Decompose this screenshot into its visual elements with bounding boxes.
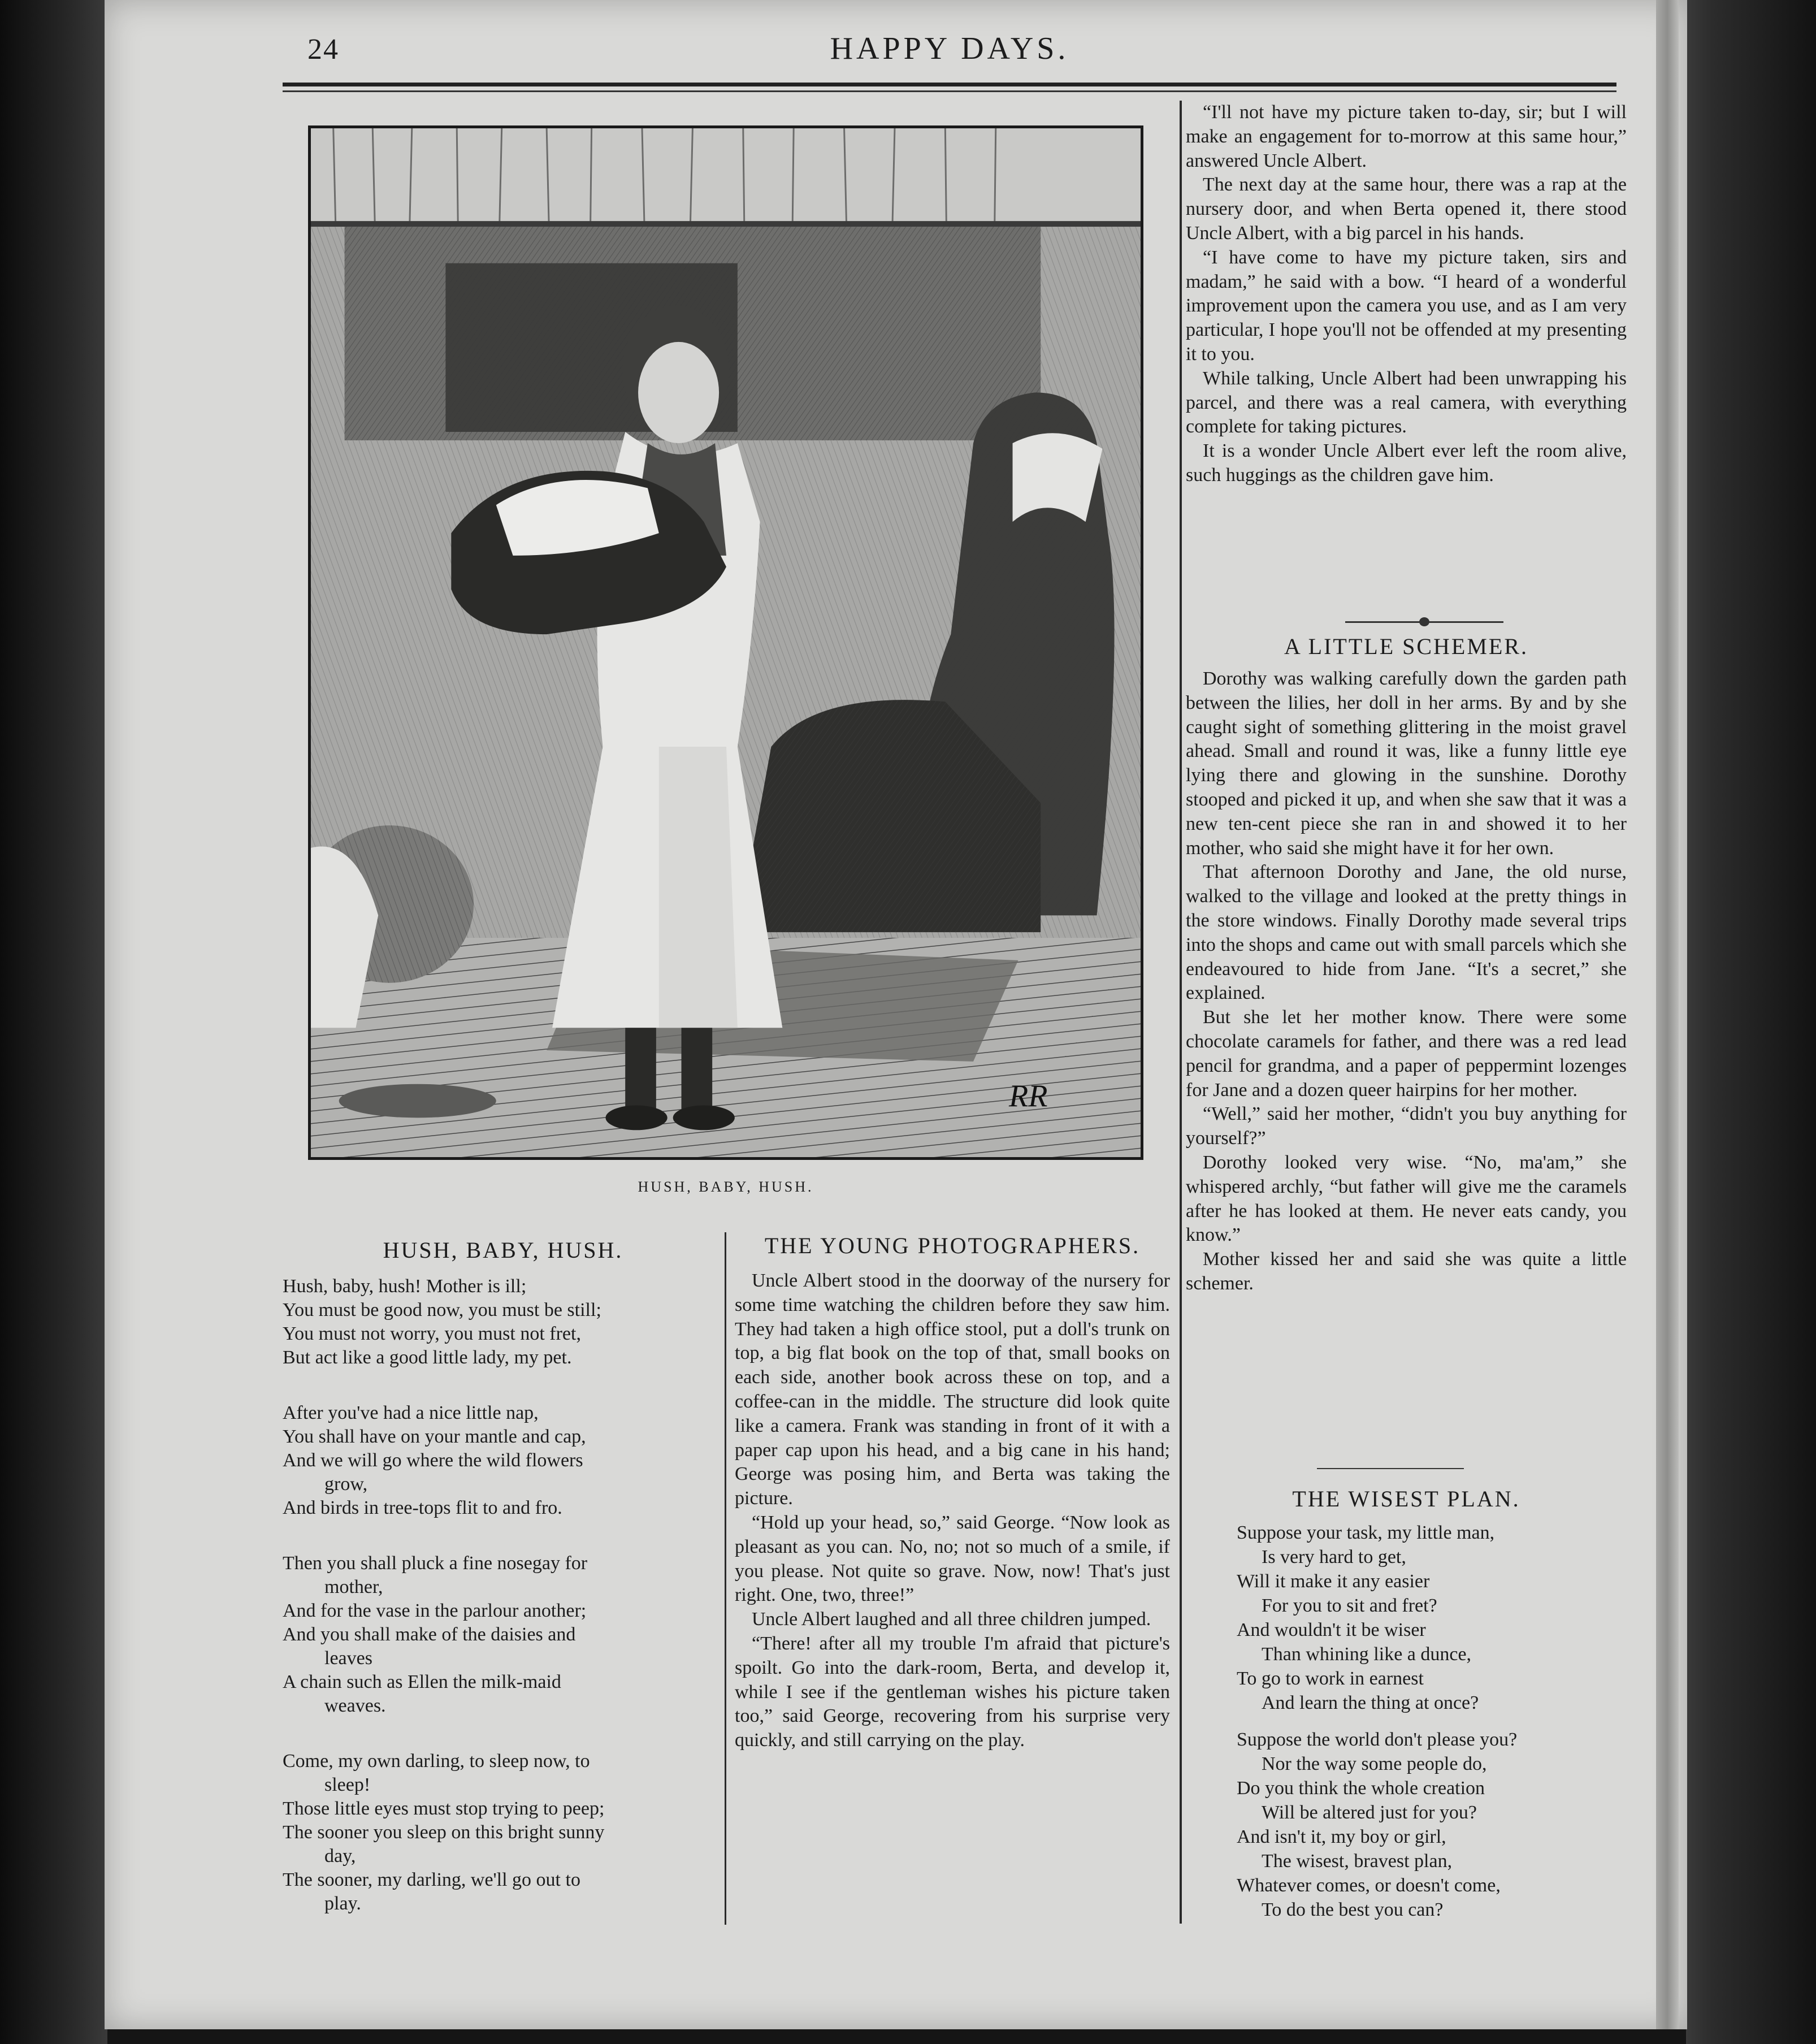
poem-line: Hush, baby, hush! Mother is ill; (283, 1276, 527, 1297)
poem-line: Then you shall pluck a fine nosegay for (283, 1553, 588, 1574)
illustration-caption: HUSH, BABY, HUSH. (638, 1179, 814, 1195)
poem-stanza (1237, 1521, 1621, 1715)
poem-stanza (283, 1401, 723, 1520)
poem-stanza (283, 1749, 723, 1916)
poem-line: To go to work in earnest (1237, 1668, 1424, 1689)
poem-line: To do the best you can? (1262, 1899, 1444, 1920)
poem-line: grow, (324, 1474, 368, 1495)
young-photographers-story (735, 1269, 1170, 1753)
section-ornament (1345, 616, 1503, 627)
section-ornament-2 (1317, 1463, 1464, 1474)
poem-line: day, (324, 1846, 356, 1867)
story-paragraph: It is a wonder Uncle Albert ever left the room alive, such huggings as the children gave him. (1186, 440, 1627, 486)
poem-line: And birds in tree-tops flit to and fro. (283, 1497, 562, 1518)
poem-line: Will be altered just for you? (1262, 1802, 1477, 1823)
young-photographers-continued (1186, 101, 1627, 488)
page-edge (1656, 0, 1679, 2029)
story-paragraph: “I'll not have my picture taken to-day, sir; but I will make an engagement for to-morrow at this same hour,” answered Uncle Albert. (1186, 102, 1627, 171)
story-paragraph: But she let her mother know. There were some chocolate caramels for father, and there was a red lead pencil for grandma, and a paper of peppermint lozenges for Jane and a dozen queer hairpins for her mother. (1186, 1007, 1627, 1101)
poem-line: sleep! (324, 1774, 371, 1795)
poem-line: Will it make it any easier (1237, 1571, 1430, 1592)
poem-line: Whatever comes, or doesn't come, (1237, 1875, 1501, 1896)
poem-line: play. (324, 1893, 361, 1914)
scanner-border-right (1686, 0, 1816, 2044)
page-number: 24 (307, 33, 339, 66)
engraving-illustration (308, 125, 1143, 1160)
story-paragraph: “Well,” said her mother, “didn't you buy anything for yourself?” (1186, 1103, 1627, 1149)
poem-line: Suppose the world don't please you? (1237, 1729, 1518, 1750)
poem-stanza (1237, 1727, 1621, 1922)
poem-stanza (283, 1552, 723, 1718)
story-paragraph: “There! after all my trouble I'm afraid that picture's spoilt. Go into the dark-room, Berta, and develop it, while I see if the gentleman wishes his picture taken too,” said George, recovering from his surprise very quickly, and still carrying on the play. (735, 1632, 1170, 1751)
story-paragraph: While talking, Uncle Albert had been unwrapping his parcel, and there was a real camera, with everything complete for taking pictures. (1186, 367, 1627, 438)
poem-line: weaves. (324, 1695, 386, 1716)
story-paragraph: Uncle Albert stood in the doorway of the nursery for some time watching the children before they saw him. They had taken a high office stool, put a doll's trunk on top, a big flat book on the top of that, small books on each side, another book across these on top, and a coffee-can in the middle. The structure did look quite like a camera. Frank was standing in front of it with a paper cap upon his head, and a big cane in his hand; George was posing him, and Berta was taking the picture. (735, 1270, 1170, 1509)
story-paragraph: “I have come to have my picture taken, sirs and madam,” he said with a bow. “I heard of a wonderful improvement upon the camera you use, and as I am very particular, I hope you'll not be offended at my presenting it to you. (1186, 246, 1627, 365)
header-rule (283, 83, 1616, 86)
story-paragraph: The next day at the same hour, there was a rap at the nursery door, and when Berta opened it, there stood Uncle Albert, with a big parcel in his hands. (1186, 174, 1627, 244)
poem-line: But act like a good little lady, my pet. (283, 1347, 572, 1368)
poem-stanza (283, 1275, 723, 1370)
column-divider-right (1180, 101, 1182, 1924)
story-paragraph: Mother kissed her and said she was quite a little schemer. (1186, 1249, 1627, 1294)
poem-line: Come, my own darling, to sleep now, to (283, 1751, 590, 1772)
poem-line: The sooner you sleep on this bright sunny (283, 1822, 605, 1843)
scanner-border-left (0, 0, 107, 2044)
poem-line: And wouldn't it be wiser (1237, 1619, 1426, 1640)
poem-line: leaves (324, 1648, 372, 1669)
poem-line: And isn't it, my boy or girl, (1237, 1826, 1446, 1847)
poem-line: And for the vase in the parlour another; (283, 1600, 587, 1621)
column-divider-bottom (725, 1232, 726, 1925)
wisest-plan-title: THE WISEST PLAN. (1292, 1486, 1520, 1512)
artist-monogram: RR (1009, 1079, 1048, 1114)
hush-poem (283, 1275, 723, 1947)
poem-line: And we will go where the wild flowers (283, 1450, 583, 1471)
poem-line: For you to sit and fret? (1262, 1595, 1437, 1616)
wisest-plan-poem (1237, 1521, 1621, 1934)
poem-line: And learn the thing at once? (1262, 1692, 1479, 1713)
story-paragraph: That afternoon Dorothy and Jane, the old nurse, walked to the village and looked at the pretty things in the store windows. Finally Dorothy made several trips into the shops and came out with small parcels which she endeavoured to hide from Jane. “It's a secret,” she explained. (1186, 861, 1627, 1004)
poem-line: The sooner, my darling, we'll go out to (283, 1869, 580, 1890)
poem-line: Than whining like a dunce, (1262, 1644, 1472, 1665)
poem-line: You must not worry, you must not fret, (283, 1323, 581, 1344)
poem-line: Suppose your task, my little man, (1237, 1522, 1495, 1543)
poem-line: You shall have on your mantle and cap, (283, 1426, 586, 1447)
hush-poem-title: HUSH, BABY, HUSH. (383, 1237, 623, 1263)
story-paragraph: Dorothy was walking carefully down the garden path between the lilies, her doll in her arms. By and by she caught sight of something glittering in the moist gravel ahead. Small and round it was, like a funny little eye lying there and glowing in the sunshine. Dorothy stooped and picked it up, and when she saw that it was a new ten-cent piece she ran in and showed it to her mother, who said she might have it for her own. (1186, 668, 1627, 859)
poem-line: Do you think the whole creation (1237, 1778, 1485, 1799)
story-paragraph: “Hold up your head, so,” said George. “Now look as pleasant as you can. No, no; not so much of a smile, if you please. Not quite so grave. Now, now! That's just right. One, two, three!” (735, 1512, 1170, 1606)
young-photographers-title: THE YOUNG PHOTOGRAPHERS. (764, 1233, 1141, 1258)
engraving-drawing (311, 128, 1141, 1157)
page-header (283, 23, 1616, 85)
poem-line: Those little eyes must stop trying to peep; (283, 1798, 605, 1819)
poem-line: Is very hard to get, (1262, 1547, 1406, 1567)
poem-line: The wisest, bravest plan, (1262, 1851, 1453, 1872)
story-paragraph: Dorothy looked very wise. “No, ma'am,” she whispered archly, “but father will give me the caramels after he has looked at them. He never eats candy, you know.” (1186, 1151, 1627, 1246)
poem-line: You must be good now, you must be still; (283, 1300, 601, 1320)
poem-line: mother, (324, 1577, 383, 1597)
story-paragraph: Uncle Albert laughed and all three children jumped. (752, 1609, 1151, 1630)
running-title: HAPPY DAYS. (830, 31, 1069, 66)
little-schemer-story (1186, 667, 1627, 1296)
poem-line: After you've had a nice little nap, (283, 1402, 539, 1423)
poem-line: And you shall make of the daisies and (283, 1624, 576, 1645)
header-rule-thin (283, 90, 1616, 92)
poem-line: A chain such as Ellen the milk-maid (283, 1671, 561, 1692)
poem-line: Nor the way some people do, (1262, 1753, 1487, 1774)
little-schemer-title: A LITTLE SCHEMER. (1284, 634, 1529, 659)
